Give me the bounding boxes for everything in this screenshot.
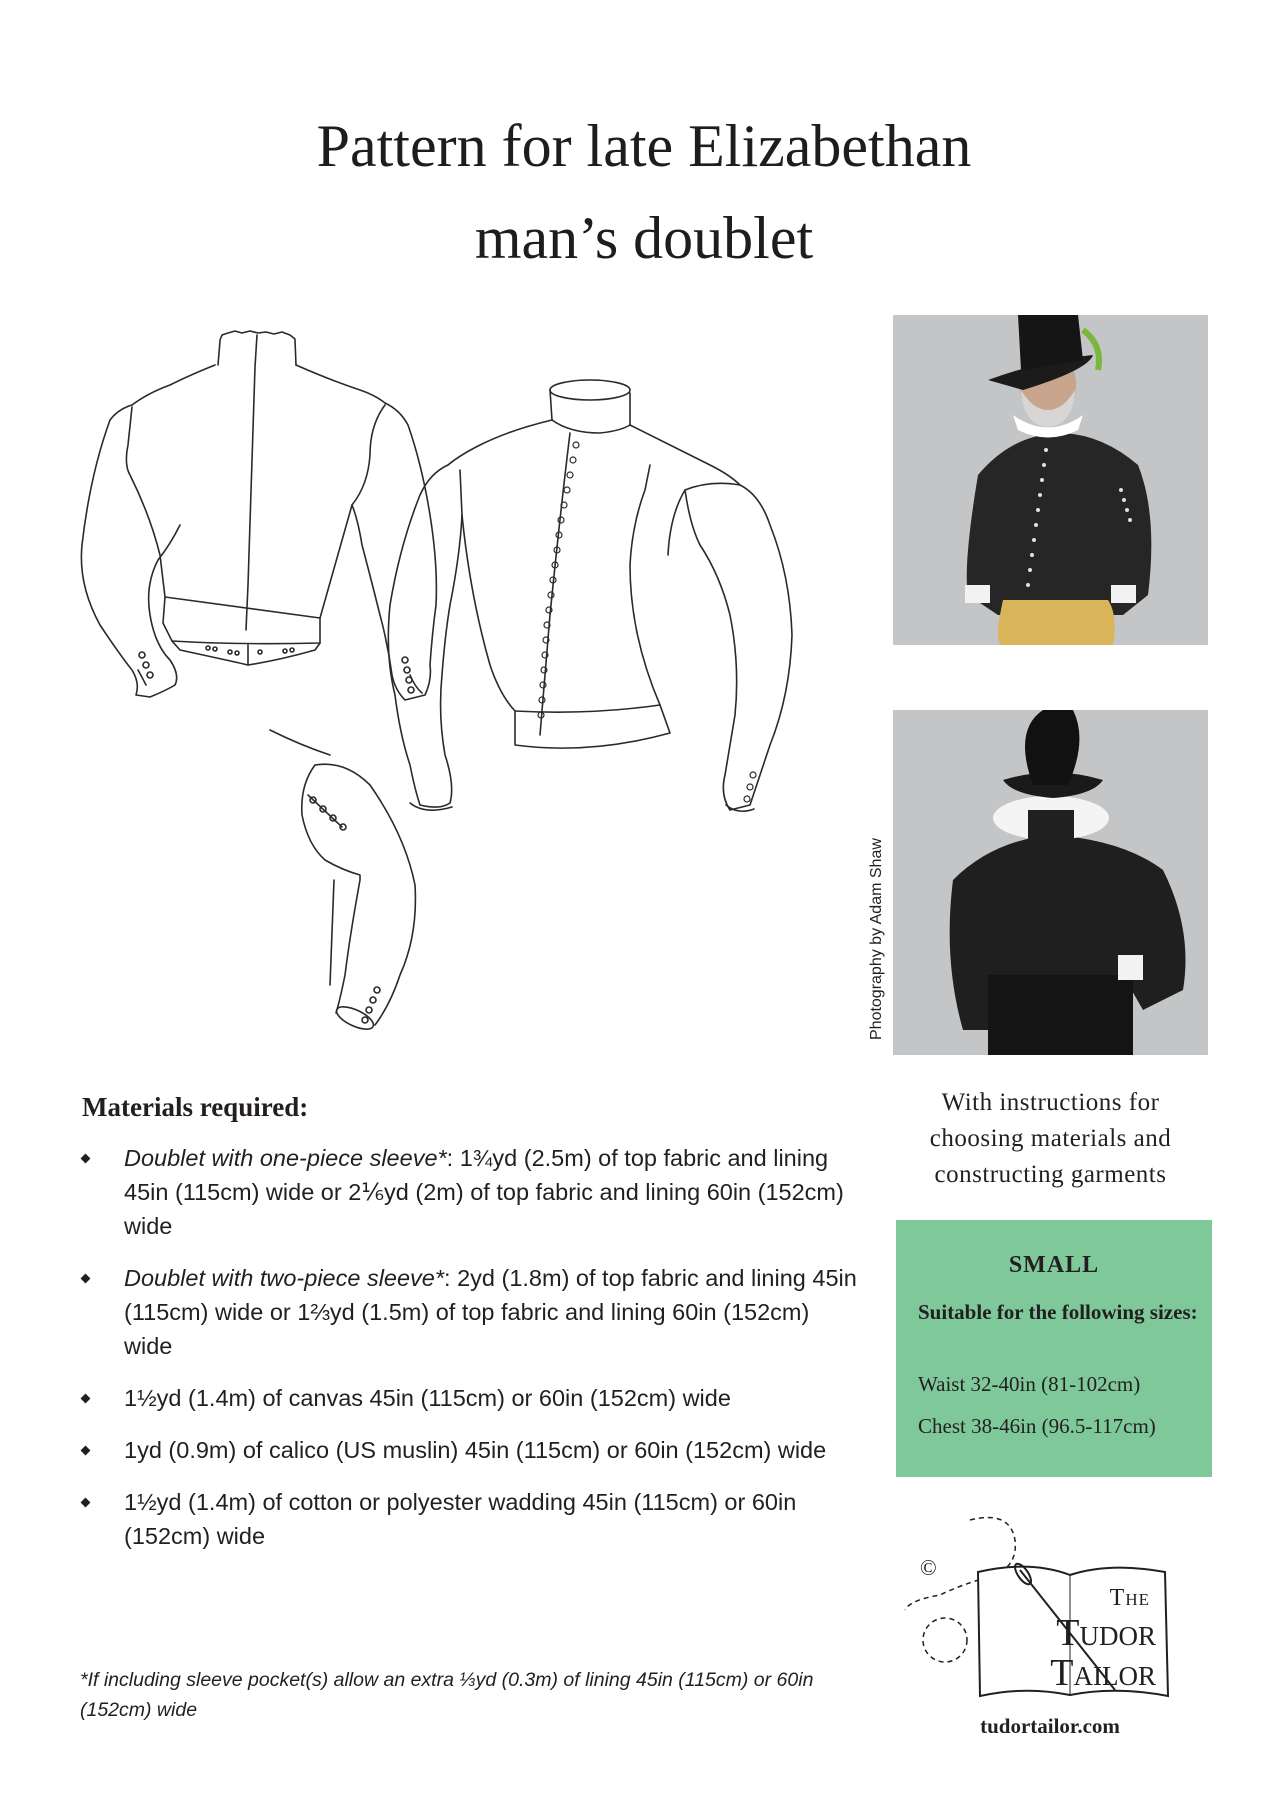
doublet-back-view-drawing [81, 331, 436, 700]
materials-item [82, 1381, 862, 1415]
materials-item-text: 1½yd (1.4m) of cotton or polyester wadding 45in (115cm) or 60in (152cm) wide [124, 1489, 797, 1549]
size-waist: Waist 32-40in (81-102cm) [918, 1372, 1141, 1396]
materials-item [82, 1485, 862, 1553]
materials-item-label: Doublet with two-piece sleeve* [124, 1265, 445, 1291]
materials-item-text: 1yd (0.9m) of calico (US muslin) 45in (115cm) or 60in (152cm) wide [124, 1437, 827, 1463]
size-suitable-text: Suitable for the following sizes: [918, 1300, 1198, 1324]
materials-item [82, 1141, 862, 1243]
diamond-bullet-icon [81, 1274, 91, 1284]
diamond-bullet-icon [81, 1154, 91, 1164]
photo-back-illustration [893, 710, 1208, 1055]
logo-tailor: Tailor [1050, 1652, 1156, 1694]
title-line-2: man’s doublet [474, 205, 814, 271]
copyright-symbol: © [920, 1555, 937, 1580]
photo-back-view [893, 710, 1208, 1055]
page-title [0, 100, 1288, 284]
instructions-line-3: constructing garments [934, 1161, 1167, 1188]
doublet-front-view-drawing [388, 380, 792, 811]
materials-section [82, 1092, 862, 1571]
diamond-bullet-icon [81, 1446, 91, 1456]
instructions-line-1: With instructions for [941, 1089, 1160, 1116]
photo-credit: Photography by Adam Shaw [868, 838, 885, 1040]
materials-item-label: Doublet with one-piece sleeve* [124, 1145, 447, 1171]
title-line-1: Pattern for late Elizabethan [316, 113, 972, 179]
materials-item-text: 1½yd (1.4m) of canvas 45in (115cm) or 60in (152cm) wide [124, 1385, 731, 1411]
photo-front-illustration [893, 315, 1208, 645]
doublet-line-drawings [70, 315, 870, 1035]
website-url: tudortailor.com [980, 1714, 1120, 1738]
materials-footnote: *If including sleeve pocket(s) allow an extra ⅓yd (0.3m) of lining 45in (115cm) or 60in (152cm) wide [80, 1669, 814, 1721]
size-label: SMALL [1008, 1252, 1100, 1278]
size-chest: Chest 38-46in (96.5-117cm) [918, 1414, 1156, 1438]
size-box [896, 1220, 1212, 1477]
materials-item [82, 1261, 862, 1363]
materials-item [82, 1433, 862, 1467]
photo-front-view [893, 315, 1208, 645]
logo-the: The [1109, 1585, 1150, 1611]
tudor-tailor-logo [900, 1500, 1190, 1700]
materials-item-text: : 2yd (1.8m) of top fabric and lining 45in (115cm) wide or 1⅔yd (1.5m) of top fabric and lining 60in (152cm) wide [124, 1265, 857, 1359]
diamond-bullet-icon [81, 1394, 91, 1404]
materials-item-text: : 1¾yd (2.5m) of top fabric and lining 45in (115cm) wide or 2⅙yd (2m) of top fabric and lining 60in (152cm) wide [124, 1145, 844, 1239]
materials-list [82, 1141, 862, 1553]
materials-heading: Materials required: [82, 1092, 309, 1122]
instructions-line-2: choosing materials and [929, 1125, 1172, 1152]
sleeve-detail-drawing [270, 730, 415, 1034]
diamond-bullet-icon [81, 1498, 91, 1508]
logo-tudor: Tudor [1056, 1612, 1156, 1654]
instructions-note [893, 1085, 1208, 1193]
